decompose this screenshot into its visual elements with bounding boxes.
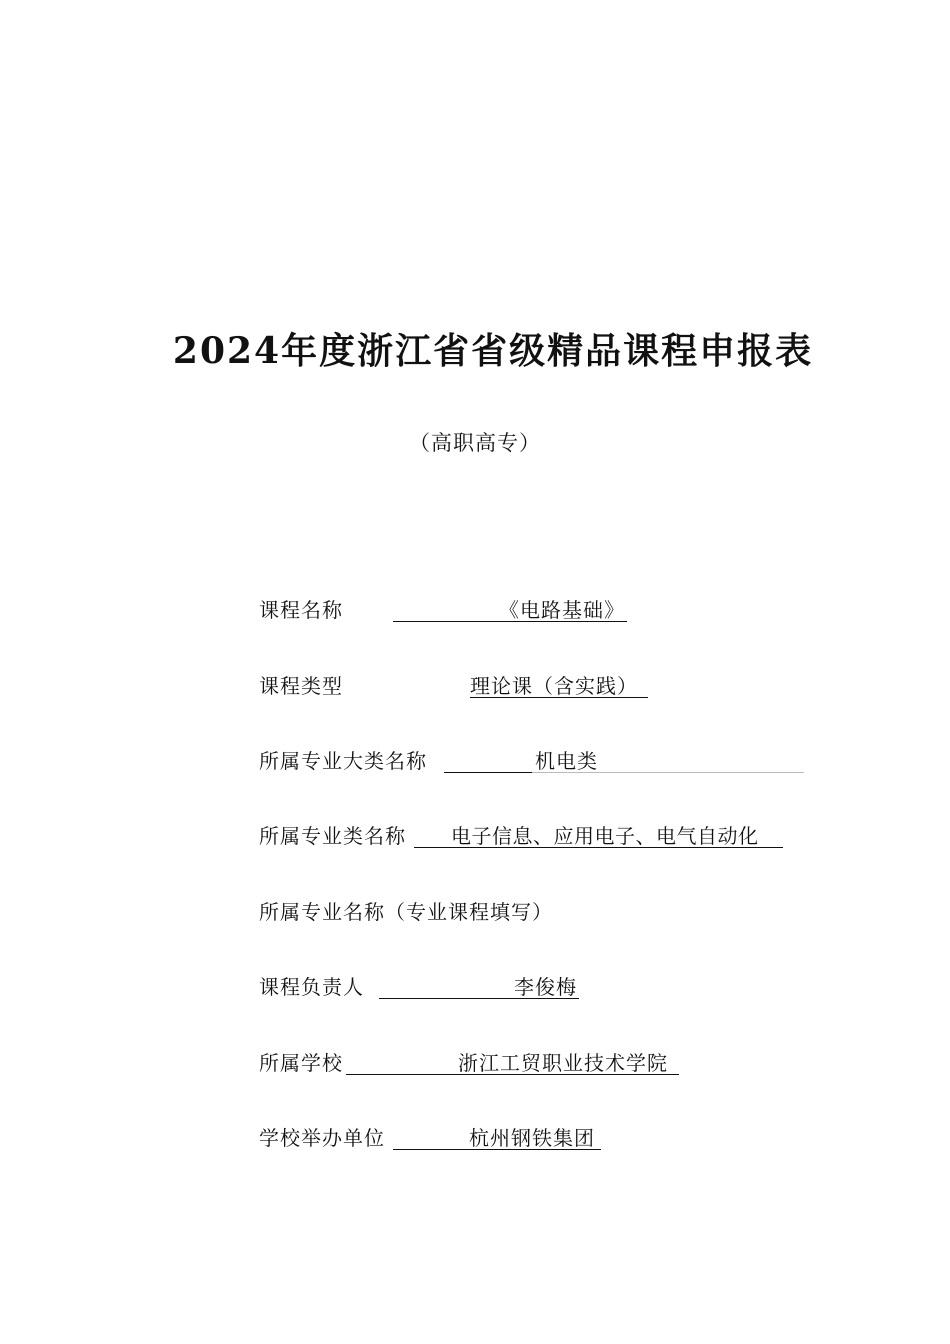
field-value: 浙江工贸职业技术学院 [458, 1051, 668, 1075]
field-label: 课程负责人 [259, 975, 364, 999]
field-school [259, 1047, 699, 1079]
field-label: 所属专业类名称 [259, 824, 406, 848]
document-subtitle: （高职高专） [409, 431, 541, 455]
field-course-type [259, 670, 659, 702]
field-value: 李俊梅 [514, 975, 577, 999]
field-value: 机电类 [535, 749, 598, 773]
field-value: 杭州钢铁集团 [469, 1126, 595, 1150]
field-label: 所属学校 [259, 1051, 343, 1075]
field-course-name [259, 594, 639, 626]
field-major-category [259, 745, 809, 777]
field-major-class [259, 820, 799, 852]
field-label: 课程类型 [259, 674, 343, 698]
field-label: 所属专业名称（专业课程填写） [259, 900, 553, 924]
field-value: 理论课（含实践） [470, 674, 638, 698]
document-title: 2024年度浙江省省级精品课程申报表 [172, 330, 814, 372]
field-label: 课程名称 [259, 598, 343, 622]
field-value: 电子信息、应用电子、电气自动化 [451, 824, 759, 848]
field-label: 学校举办单位 [259, 1126, 385, 1150]
field-value: 《电路基础》 [499, 598, 625, 622]
underline [444, 772, 532, 773]
field-major-name [259, 896, 659, 928]
field-organizer [259, 1122, 619, 1154]
field-label: 所属专业大类名称 [259, 749, 427, 773]
field-course-leader [259, 971, 599, 1003]
